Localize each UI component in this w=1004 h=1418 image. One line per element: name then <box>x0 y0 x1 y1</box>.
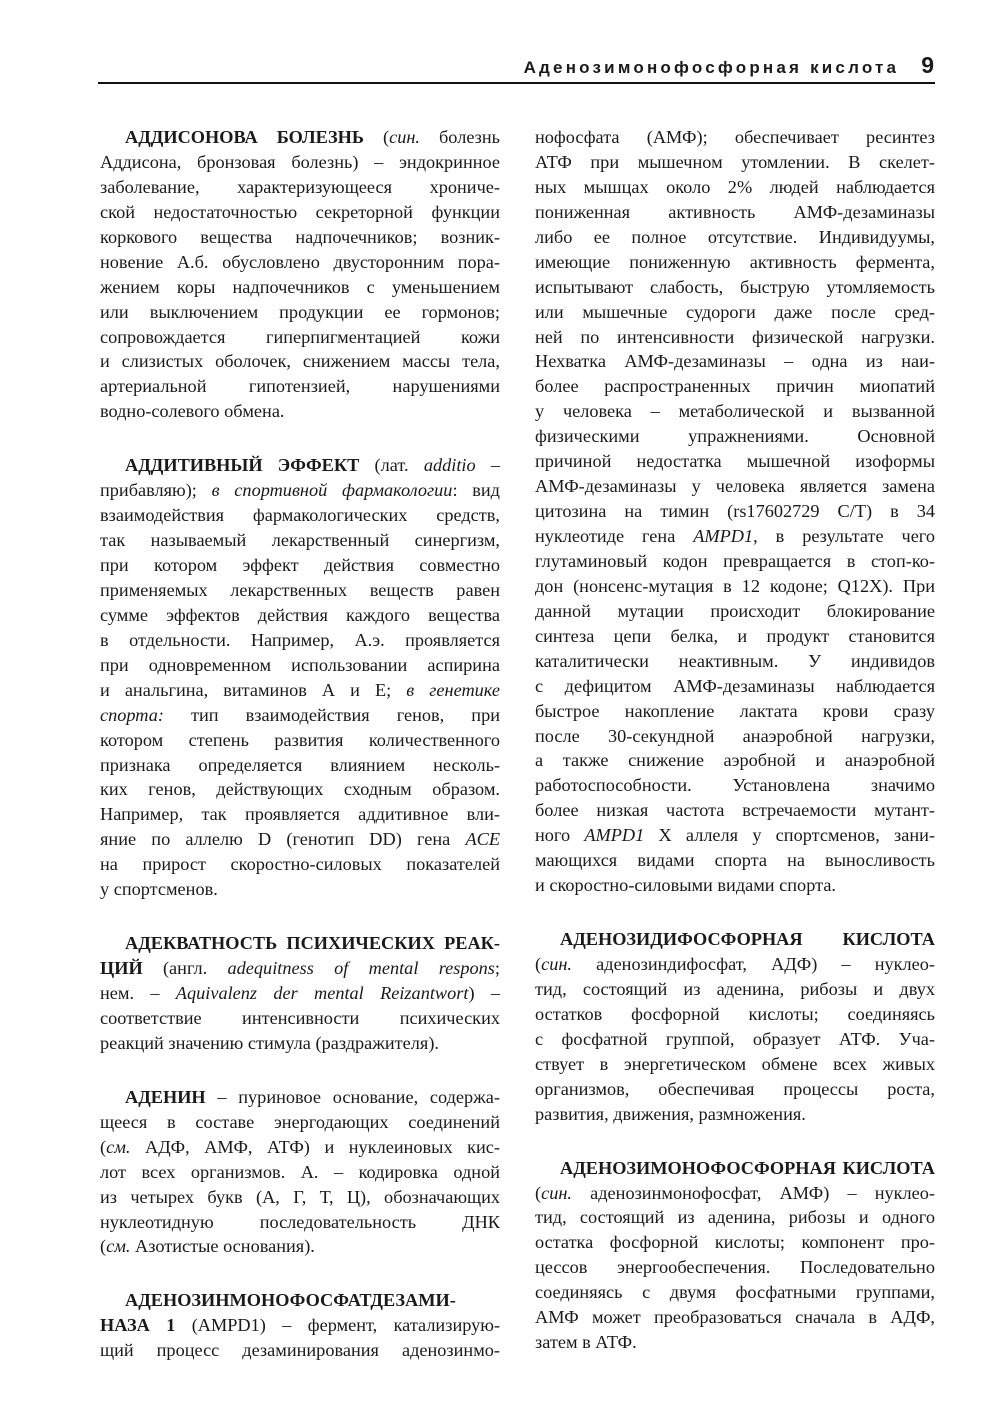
text-line <box>535 773 935 798</box>
body-text: цитозина на тимин (rs17602729 C/T) в 34 <box>535 501 935 522</box>
body-text: , в результате чего <box>753 526 935 546</box>
body-text: прибавляю); <box>100 480 212 501</box>
italic-text: спорта: <box>100 704 164 725</box>
text-line <box>100 200 500 225</box>
text-line <box>100 603 500 628</box>
body-text: испытывают слабость, быструю утомляемость <box>535 276 935 297</box>
text-line <box>535 1027 935 1052</box>
body-text: пониженная активность АМФ-дезаминазы <box>535 201 935 222</box>
body-text: признака определяется влиянием несколь- <box>100 754 500 775</box>
body-text: сопровождается гиперпигментацией кожи <box>100 326 500 347</box>
text-line <box>535 449 935 474</box>
entry-headword: АДДИТИВНЫЙ ЭФФЕКТ <box>125 455 360 476</box>
body-text: лот всех организмов. А. – кодировка одной <box>100 1161 500 1182</box>
body-text: ней по интенсивности физической нагрузки. <box>535 326 935 347</box>
body-text: и скоростно-силовыми видами спорта. <box>535 875 836 896</box>
entry-headword: АДЕНОЗИНМОНОФОСФАТДЕЗАМИ- <box>125 1290 456 1311</box>
entry-headword: АДЕНОЗИМОНОФОСФОРНАЯ КИСЛОТА <box>560 1157 935 1178</box>
text-line <box>535 848 935 873</box>
body-text: в отдельности. Например, А.э. проявляется <box>100 629 500 650</box>
text-line <box>100 1160 500 1185</box>
body-text: ких генов, действующих сходным образом. <box>100 779 500 800</box>
text-line <box>535 250 935 275</box>
header-rule <box>98 82 935 84</box>
body-text: ствует в энергетическом обмене всех живых <box>535 1053 935 1074</box>
italic-text: Aquivalenz der mental Reizantwort <box>175 983 469 1003</box>
text-line <box>100 1288 500 1313</box>
body-text: глутаминовый кодон превращается в стоп-ко- <box>535 550 935 571</box>
body-text: соответствие интенсивности психических <box>100 1007 500 1028</box>
body-text: с дефицитом АМФ-дезаминазы наблюдается <box>535 675 935 696</box>
body-text: ( <box>100 1236 107 1257</box>
italic-text: в спортивной фармакологии <box>211 480 453 501</box>
text-line <box>100 802 500 827</box>
body-text: с фосфатной группой, образует АТФ. Уча- <box>535 1028 935 1049</box>
text-line <box>535 798 935 823</box>
body-text: котором степень развития количественного <box>100 729 500 750</box>
text-line <box>100 225 500 250</box>
body-text: нуклеотидную последовательность ДНК <box>100 1211 500 1232</box>
body-text: нем. – <box>100 983 176 1003</box>
body-text: каталитически неактивным. У индивидов <box>535 650 935 671</box>
body-text: заболевание, характеризующееся хрониче- <box>100 176 500 197</box>
body-text: из четырех букв (А, Г, Т, Ц), обозначающих <box>100 1186 500 1207</box>
body-text: АМФ может преобразоваться сначала в АДФ, <box>535 1307 935 1328</box>
body-text: синтеза цепи белка, и продукт становится <box>535 625 935 646</box>
body-text: соединяясь с двумя фосфатными группами, <box>535 1282 935 1303</box>
entry-headword: ЦИЙ <box>100 958 143 979</box>
body-text: имеющие пониженную активность фермента, <box>535 251 935 272</box>
body-text: либо ее полное отсутствие. Индивидуумы, <box>535 226 935 247</box>
text-line <box>100 275 500 300</box>
body-text: а также снижение аэробной и анаэробной <box>535 750 935 771</box>
italic-text: син. <box>541 954 572 974</box>
dictionary-entry <box>100 453 500 902</box>
body-text: ( <box>100 1136 107 1157</box>
text-line <box>100 777 500 802</box>
body-text: затем в АТФ. <box>535 1332 637 1353</box>
text-line <box>100 503 500 528</box>
body-text: организмов, обеспечивая процессы роста, <box>535 1078 935 1099</box>
text-line <box>535 599 935 624</box>
text-line <box>535 399 935 424</box>
page-number: 9 <box>921 52 934 78</box>
body-text: более низкая частота встречаемости мутант- <box>535 800 935 821</box>
text-line <box>100 553 500 578</box>
body-text: жением коры надпочечников с уменьшением <box>100 276 500 297</box>
body-text: мающихся видами спорта на выносливость <box>535 850 935 871</box>
body-text: физическими упражнениями. Основной <box>535 426 935 447</box>
entry-headword: АДЕКВАТНОСТЬ ПСИХИЧЕСКИХ РЕАК- <box>125 933 500 954</box>
text-line <box>535 374 935 399</box>
text-line <box>100 852 500 877</box>
text-line <box>535 1156 935 1181</box>
body-text: АДФ, АМФ, АТФ) и нуклеиновых кис- <box>130 1136 500 1157</box>
text-line <box>100 1135 500 1160</box>
body-text: у спортсменов. <box>100 879 218 900</box>
body-text: аденозиндифосфат, АДФ) – нуклео- <box>572 954 935 974</box>
body-text: яние по аллелю D (генотип DD) гена <box>100 829 466 850</box>
text-line <box>100 1110 500 1135</box>
text-line <box>535 1077 935 1102</box>
body-text: или мышечные судороги даже после сред- <box>535 301 935 322</box>
text-line <box>100 300 500 325</box>
left-column <box>100 125 500 1392</box>
entry-headword: АДЕНОЗИДИФОСФОРНАЯ КИСЛОТА <box>560 929 935 950</box>
text-line <box>100 628 500 653</box>
text-line <box>535 150 935 175</box>
text-line <box>100 1185 500 1210</box>
running-header-title: Аденозимонофосфорная кислота <box>523 58 900 77</box>
text-line <box>535 524 935 549</box>
body-text: (англ. <box>142 958 228 979</box>
body-text: работоспособности. Установлена значимо <box>535 775 935 796</box>
body-text: Например, так проявляется аддитивное вли- <box>100 804 500 825</box>
body-text: аденозинмонофосфат, АМФ) – нуклео- <box>572 1182 935 1203</box>
text-line <box>100 753 500 778</box>
text-line <box>100 728 500 753</box>
body-text: ( <box>535 954 542 974</box>
text-line <box>100 1006 500 1031</box>
dictionary-entry <box>535 1156 935 1356</box>
body-text: данной мутации происходит блокирование <box>535 600 935 621</box>
text-line <box>535 952 935 977</box>
body-text: тид, состоящий из аденина, рибозы и одного <box>535 1207 935 1228</box>
text-line <box>100 578 500 603</box>
dictionary-entry <box>100 931 500 1056</box>
text-line <box>100 125 500 150</box>
body-text: дон (нонсенс-мутация в 12 кодоне; Q12X). При <box>535 575 935 596</box>
right-column <box>535 125 935 1384</box>
dictionary-entry <box>535 927 935 1127</box>
text-line <box>100 703 500 728</box>
body-text: взаимодействия фармакологических средств, <box>100 505 500 526</box>
body-text: щий процесс дезаминирования аденозинмо- <box>100 1340 500 1361</box>
entry-headword: НАЗА 1 <box>100 1315 176 1336</box>
dictionary-entry <box>100 1288 500 1363</box>
body-text: и анальгина, витаминов А и Е; <box>100 679 407 700</box>
body-text: водно-солевого обмена. <box>100 401 285 422</box>
text-line <box>535 125 935 150</box>
body-text: (AMPD1) – фермент, катализирую- <box>175 1315 501 1336</box>
body-text: тид, состоящий из аденина, рибозы и двух <box>535 978 935 999</box>
italic-text: см. <box>106 1236 131 1257</box>
text-line <box>100 528 500 553</box>
text-line <box>535 574 935 599</box>
text-line <box>535 349 935 374</box>
text-line <box>100 1085 500 1110</box>
text-line <box>100 349 500 374</box>
body-text: щееся в составе энергодающих соединений <box>100 1111 500 1132</box>
text-line <box>535 424 935 449</box>
text-line <box>535 1255 935 1280</box>
text-line <box>535 1205 935 1230</box>
text-line <box>535 624 935 649</box>
text-line <box>100 1338 500 1363</box>
body-text: ; <box>494 958 500 979</box>
body-text: артериальной гипотензией, нарушениями <box>100 376 500 397</box>
body-text: быстрое накопление лактата крови сразу <box>535 700 935 721</box>
body-text: остатка фосфорной кислоты; компонент про- <box>535 1232 935 1253</box>
text-line <box>100 399 500 424</box>
body-text: на прирост скоростно-силовых показателей <box>100 854 500 875</box>
body-text: новение А.б. обусловлено двусторонним пора- <box>100 251 500 272</box>
body-text: АМФ-дезаминазы у человека является замена <box>535 476 935 497</box>
text-line <box>535 300 935 325</box>
text-line <box>535 1330 935 1355</box>
text-line <box>100 150 500 175</box>
body-text: реакций значению стимула (раздражителя). <box>100 1032 439 1053</box>
text-line <box>535 823 935 848</box>
text-line <box>100 877 500 902</box>
text-line <box>535 927 935 952</box>
italic-text: см. <box>106 1136 131 1157</box>
text-line <box>535 873 935 898</box>
text-line <box>535 699 935 724</box>
text-line <box>535 1052 935 1077</box>
italic-text: син. <box>541 1182 572 1203</box>
text-line <box>535 225 935 250</box>
text-line <box>100 453 500 478</box>
body-text: – пуриновое основание, содержа- <box>205 1086 500 1107</box>
dictionary-entry <box>100 125 500 424</box>
running-header <box>524 52 934 79</box>
body-text: после 30-секундной анаэробной нагрузки, <box>535 725 935 746</box>
text-line <box>535 724 935 749</box>
text-line <box>100 478 500 503</box>
body-text: ( <box>535 1182 542 1203</box>
text-line <box>535 1181 935 1206</box>
text-line <box>535 977 935 1002</box>
dictionary-entry <box>100 1085 500 1260</box>
text-line <box>535 175 935 200</box>
body-text: X аллеля у спортсменов, зани- <box>644 825 935 846</box>
text-line <box>100 956 500 981</box>
text-line <box>535 1002 935 1027</box>
body-text: тип взаимодействия генов, при <box>163 704 500 725</box>
italic-text: additio <box>423 455 476 476</box>
text-line <box>535 1305 935 1330</box>
body-text: ного <box>535 825 585 846</box>
italic-text: AMPD1 <box>584 825 645 846</box>
body-text: и слизистых оболочек, снижением массы тела, <box>100 351 500 372</box>
body-text: Азотистые основания). <box>130 1236 315 1257</box>
body-text: коркового вещества надпочечников; возник- <box>100 226 500 247</box>
body-text: у человека – метаболической и вызванной <box>535 401 935 422</box>
text-line <box>100 1313 500 1338</box>
body-text: сумме эффектов действия каждого вещества <box>100 604 500 625</box>
text-line <box>535 674 935 699</box>
body-text: нуклеотиде гена <box>535 526 694 546</box>
italic-text: в генетике <box>406 679 500 700</box>
body-text: причиной недостатка мышечной изоформы <box>535 451 935 472</box>
text-line <box>535 1230 935 1255</box>
text-line <box>535 1102 935 1127</box>
body-text: при котором эффект действия совместно <box>100 555 500 575</box>
body-text: Аддисона, бронзовая болезнь) – эндокринное <box>100 151 500 172</box>
text-line <box>535 549 935 574</box>
text-line <box>100 1234 500 1259</box>
italic-text: AMPD1 <box>693 526 754 546</box>
body-text: Нехватка АМФ-дезаминазы – одна из наи- <box>535 351 935 372</box>
body-text: : вид <box>452 480 500 501</box>
body-text: остатков фосфорной кислоты; соединяясь <box>535 1003 935 1024</box>
entry-headword: АДЕНИН <box>125 1086 206 1107</box>
text-line <box>535 200 935 225</box>
text-line <box>535 748 935 773</box>
body-text: нофосфата (АМФ); обеспечивает ресинтез <box>535 127 935 147</box>
text-line <box>100 1031 500 1056</box>
italic-text: ACE <box>465 829 500 850</box>
italic-text: adequitness of mental respons <box>227 958 495 979</box>
text-line <box>100 931 500 956</box>
text-line <box>100 374 500 399</box>
body-text: так называемый лекарственный синергизм, <box>100 530 500 551</box>
body-text: (лат. <box>359 455 424 476</box>
text-line <box>535 499 935 524</box>
text-line <box>100 827 500 852</box>
text-line <box>100 250 500 275</box>
body-text: цессов энергообеспечения. Последовательно <box>535 1257 935 1278</box>
body-text: развития, движения, размножения. <box>535 1103 806 1124</box>
body-text: более распространенных причин миопатий <box>535 376 935 397</box>
text-line <box>100 175 500 200</box>
body-text: ской недостаточностью секреторной функции <box>100 201 500 222</box>
text-line <box>100 678 500 703</box>
body-text: или выключением продукции ее гормонов; <box>100 301 500 322</box>
body-text: ных мышцах около 2% людей наблюдается <box>535 176 935 197</box>
text-line <box>535 1280 935 1305</box>
text-line <box>535 649 935 674</box>
text-line <box>100 1210 500 1235</box>
text-line <box>535 325 935 350</box>
body-text: – <box>475 455 500 476</box>
entry-headword: АДДИСОНОВА БОЛЕЗНЬ <box>125 127 364 147</box>
text-line <box>535 275 935 300</box>
dictionary-entry <box>535 125 935 898</box>
text-line <box>100 325 500 350</box>
text-line <box>535 474 935 499</box>
body-text: АТФ при мышечном утомлении. В скелет- <box>535 151 935 172</box>
text-line <box>100 981 500 1006</box>
italic-text: син. <box>389 127 420 147</box>
text-line <box>100 653 500 678</box>
body-text: ) – <box>468 983 500 1003</box>
body-text: при одновременном использовании аспирина <box>100 654 500 675</box>
body-text: применяемых лекарственных веществ равен <box>100 579 500 600</box>
body-text: болезнь <box>419 127 500 147</box>
body-text: ( <box>363 127 390 147</box>
